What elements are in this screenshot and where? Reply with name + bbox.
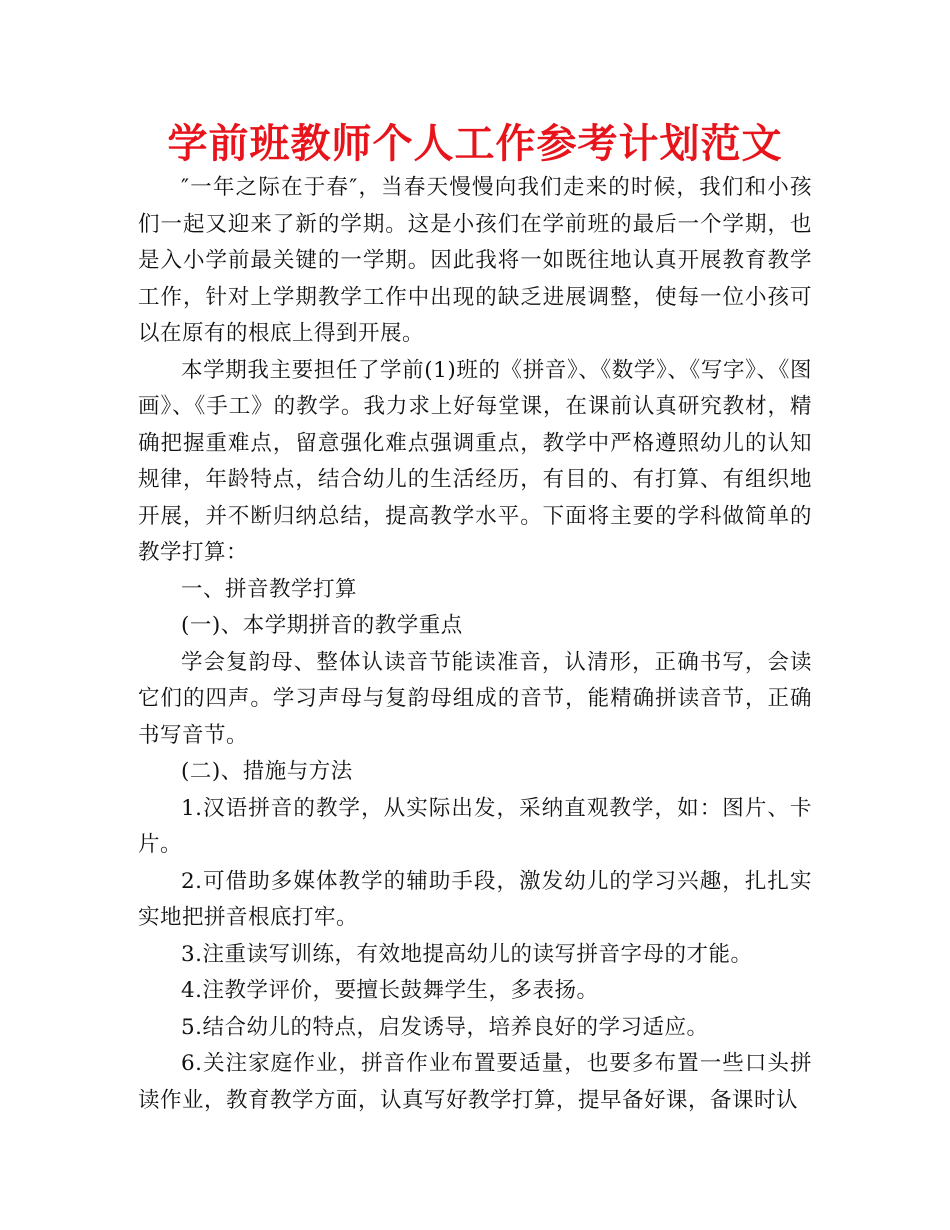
paragraph-pinyin-focus: 学会复韵母、整体认读音节能读准音，认清形，正确书写，会读它们的四声。学习声母与复韵母组成的音节，能精确拼读音节，正确书写音节。: [138, 649, 812, 748]
paragraph-duties: 本学期我主要担任了学前(1)班的《拼音》、《数学》、《写字》、《图画》、《手工》的教学。我力求上好每堂课，在课前认真研究教材，精确把握重难点，留意强化难点强调重点，教学中严格遵照幼儿的认知规律，年龄特点，结合幼儿的生活经历，有目的、有打算、有组织地开展，并不断归纳总结，提高教学水平。下面将主要的学科做简单的教学打算：: [138, 357, 812, 565]
list-item-method-4: 4.注教学评价，要擅长鼓舞学生，多表扬。: [181, 978, 599, 1003]
heading-pinyin-plan: 一、拼音教学打算: [181, 576, 358, 602]
document-title: 学前班教师个人工作参考计划范文: [167, 121, 783, 167]
subheading-pinyin-focus: (一)、本学期拼音的教学重点: [181, 613, 463, 638]
document-body: [138, 170, 812, 1119]
list-item-method-1: 1.汉语拼音的教学，从实际出发，采纳直观教学，如：图片、卡片。: [138, 795, 812, 857]
list-item-method-5: 5.结合幼儿的特点，启发诱导，培养良好的学习适应。: [181, 1014, 709, 1040]
paragraph-intro: ″一年之际在于春″，当春天慢慢向我们走来的时候，我们和小孩们一起又迎来了新的学期。这是小孩们在学前班的最后一个学期，也是入小学前最关键的一学期。因此我将一如既往地认真开展教育教学工作，针对上学期教学工作中出现的缺乏进展调整，使每一位小孩可以在原有的根底上得到开展。: [138, 175, 812, 346]
list-item-method-3: 3.注重读写训练，有效地提高幼儿的读写拼音字母的才能。: [181, 941, 753, 967]
list-item-method-2: 2.可借助多媒体教学的辅助手段，激发幼儿的学习兴趣，扎扎实实地把拼音根底打牢。: [138, 868, 812, 930]
subheading-methods: (二)、措施与方法: [181, 759, 353, 784]
list-item-method-6: 6.关注家庭作业，拼音作业布置要适量，也要多布置一些口头拼读作业，教育教学方面，认真写好教学打算，提早备好课，备课时认: [138, 1051, 812, 1113]
